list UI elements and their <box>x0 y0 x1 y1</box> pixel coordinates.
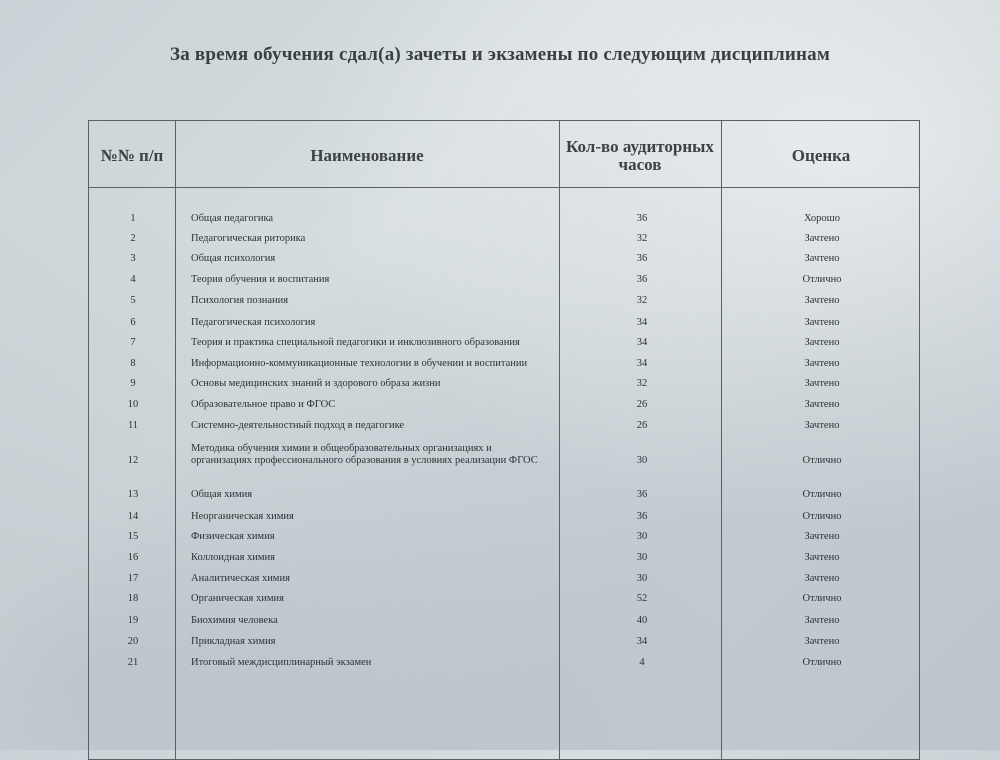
row-hours: 26 <box>636 420 648 431</box>
row-number: 14 <box>127 511 139 522</box>
row-discipline-name: Аналитическая химия <box>191 573 290 584</box>
row-discipline-name: Органическая химия <box>191 593 284 604</box>
row-number: 17 <box>127 573 139 584</box>
row-hours: 30 <box>636 552 648 563</box>
row-hours: 36 <box>636 274 648 285</box>
row-hours: 34 <box>636 636 648 647</box>
row-number: 10 <box>127 399 139 410</box>
row-hours: 34 <box>636 358 648 369</box>
row-discipline-name: Неорганическая химия <box>191 511 294 522</box>
row-hours: 30 <box>636 455 648 466</box>
row-hours: 4 <box>639 657 645 668</box>
row-discipline-name: Теория и практика специальной педагогики и инклюзивного образования <box>191 337 520 348</box>
row-discipline-name: Общая психология <box>191 253 276 264</box>
row-hours: 36 <box>636 489 648 500</box>
row-number: 4 <box>130 274 136 285</box>
header-grade: Оценка <box>791 146 851 165</box>
row-grade: Зачтено <box>804 420 840 431</box>
row-grade: Зачтено <box>804 317 840 328</box>
row-discipline-name: Системно-деятельностный подход в педагогике <box>191 420 405 431</box>
row-grade: Зачтено <box>804 552 840 563</box>
row-hours: 32 <box>636 378 648 389</box>
row-grade: Отлично <box>802 489 842 500</box>
row-discipline-name: Образовательное право и ФГОС <box>191 399 336 410</box>
row-hours: 32 <box>636 295 648 306</box>
row-discipline-name: Прикладная химия <box>191 636 276 647</box>
row-number: 16 <box>127 552 139 563</box>
row-hours: 36 <box>636 213 648 224</box>
row-grade: Зачтено <box>804 253 840 264</box>
row-discipline-name: Педагогическая риторика <box>191 233 306 244</box>
row-discipline-name: Итоговый междисциплинарный экзамен <box>191 657 372 668</box>
row-grade: Зачтено <box>804 573 840 584</box>
row-grade: Зачтено <box>804 378 840 389</box>
row-grade: Отлично <box>802 511 842 522</box>
row-grade: Отлично <box>802 657 842 668</box>
header-name: Наименование <box>310 146 424 165</box>
row-number: 3 <box>130 253 136 264</box>
row-hours: 30 <box>636 531 648 542</box>
row-number: 20 <box>127 636 139 647</box>
row-discipline-name: Информационно-коммуникационные технологии в обучении и воспитании <box>191 358 528 369</box>
row-number: 8 <box>130 358 136 369</box>
row-discipline-name: Биохимия человека <box>191 615 278 626</box>
header-divider <box>89 187 919 188</box>
row-discipline-name: Психология познания <box>191 295 289 306</box>
row-hours: 32 <box>636 233 648 244</box>
row-hours: 40 <box>636 615 648 626</box>
row-hours: 26 <box>636 399 648 410</box>
row-grade: Зачтено <box>804 358 840 369</box>
row-grade: Отлично <box>802 455 842 466</box>
row-hours: 30 <box>636 573 648 584</box>
row-grade: Зачтено <box>804 531 840 542</box>
row-grade: Зачтено <box>804 399 840 410</box>
row-number: 1 <box>130 213 136 224</box>
row-number: 9 <box>130 378 136 389</box>
row-grade: Зачтено <box>804 636 840 647</box>
row-number: 12 <box>127 455 139 466</box>
row-number: 6 <box>130 317 136 328</box>
row-hours: 36 <box>636 511 648 522</box>
row-discipline-name: Педагогическая психология <box>191 317 316 328</box>
row-grade: Отлично <box>802 593 842 604</box>
header-num: №№ п/п <box>100 146 164 165</box>
row-number: 15 <box>127 531 139 542</box>
row-grade: Хорошо <box>803 213 840 224</box>
row-discipline-name: Общая химия <box>191 489 253 500</box>
row-number: 21 <box>127 657 139 668</box>
row-number: 11 <box>127 420 139 431</box>
row-discipline-name: Общая педагогика <box>191 213 274 224</box>
row-grade: Зачтено <box>804 615 840 626</box>
column-divider <box>559 121 560 759</box>
row-grade: Зачтено <box>804 295 840 306</box>
row-grade: Зачтено <box>804 337 840 348</box>
disciplines-table <box>88 120 920 760</box>
row-grade: Зачтено <box>804 233 840 244</box>
row-hours: 34 <box>636 337 648 348</box>
row-number: 7 <box>130 337 136 348</box>
row-discipline-name: Коллоидная химия <box>191 552 275 563</box>
row-discipline-name: Физическая химия <box>191 531 275 542</box>
document-heading: За время обучения сдал(а) зачеты и экзамены по следующим дисциплинам <box>170 44 830 65</box>
row-hours: 34 <box>636 317 648 328</box>
row-discipline-name: Методика обучения химии в общеобразовательных организациях и организациях профессионального образования в условиях реализации ФГОС <box>191 443 538 466</box>
row-number: 13 <box>127 489 139 500</box>
row-number: 19 <box>127 615 139 626</box>
row-grade: Отлично <box>802 274 842 285</box>
row-number: 2 <box>130 233 136 244</box>
row-number: 5 <box>130 295 136 306</box>
row-discipline-name: Теория обучения и воспитания <box>191 274 330 285</box>
header-hours: Кол-во аудиторных часов <box>566 137 714 174</box>
row-number: 18 <box>127 593 139 604</box>
row-discipline-name: Основы медицинских знаний и здорового образа жизни <box>191 378 441 389</box>
row-hours: 36 <box>636 253 648 264</box>
row-hours: 52 <box>636 593 648 604</box>
